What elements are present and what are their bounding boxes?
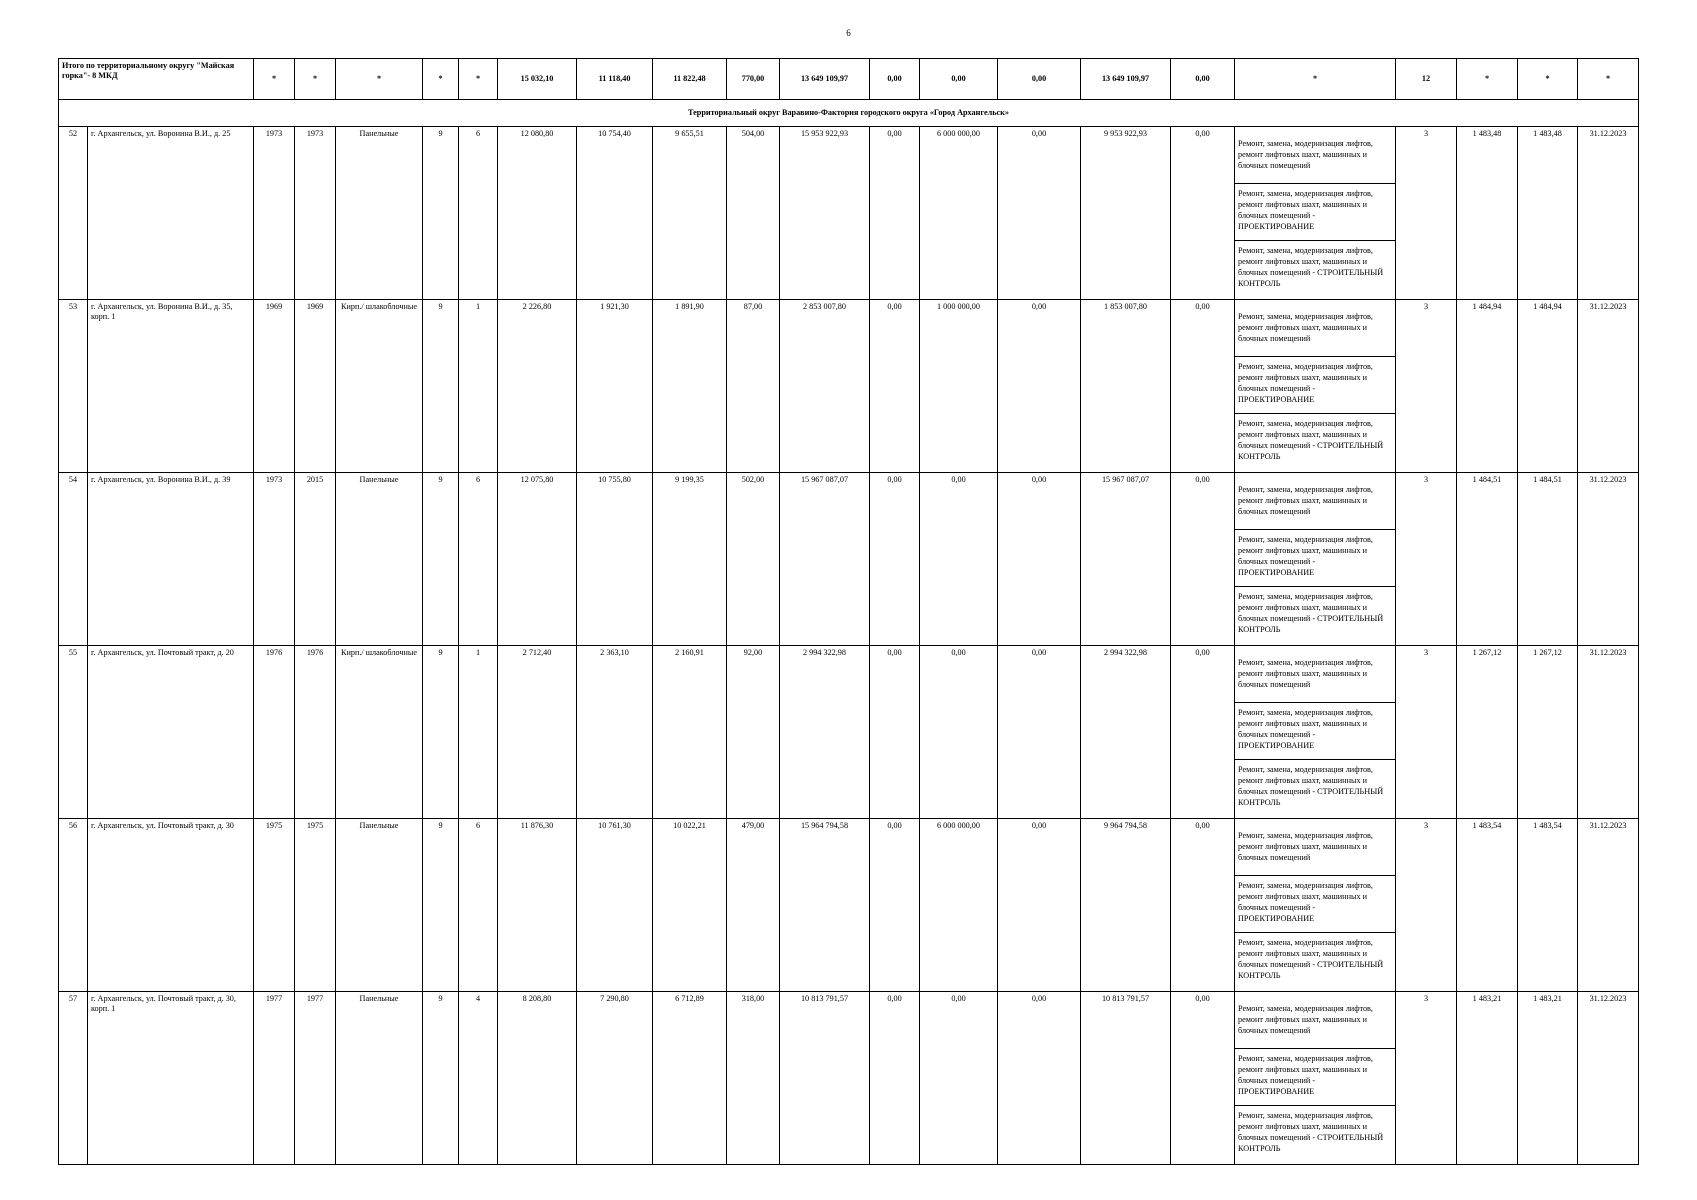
cost-total: 2 994 322,98 <box>780 646 870 819</box>
house-address: г. Архангельск, ул. Почтовый тракт, д. 30, корп. 1 <box>88 992 254 1165</box>
entrances-count: 6 <box>459 819 498 992</box>
total-cell: * <box>1518 59 1578 100</box>
cost-owners: 10 813 791,57 <box>1081 992 1171 1165</box>
works-qty: 3 <box>1396 819 1457 992</box>
floors-count: 9 <box>423 300 459 473</box>
house-number: 53 <box>59 300 88 473</box>
area-residential: 9 199,35 <box>653 473 727 646</box>
unit-cost: 1 267,12 <box>1457 646 1518 819</box>
total-cell: 11 118,40 <box>577 59 653 100</box>
entrances-count: 4 <box>459 992 498 1165</box>
max-unit-cost: 1 267,12 <box>1518 646 1578 819</box>
residents-count: 504,00 <box>727 127 780 300</box>
work-item: Ремонт, замена, модернизация лифтов, ремонт лифтовых шахт, машинных и блочных помещений <box>1235 646 1395 703</box>
table-row <box>59 992 1639 1165</box>
residents-count: 87,00 <box>727 300 780 473</box>
total-cell: * <box>1578 59 1639 100</box>
total-cell: * <box>423 59 459 100</box>
cost-local: 0,00 <box>998 473 1081 646</box>
cost-budget: 6 000 000,00 <box>920 127 998 300</box>
area-living: 10 754,40 <box>577 127 653 300</box>
cost-other: 0,00 <box>1171 646 1235 819</box>
year-renovated: 1973 <box>295 127 336 300</box>
works-list <box>1235 300 1396 473</box>
work-item: Ремонт, замена, модернизация лифтов, ремонт лифтовых шахт, машинных и блочных помещений - ПРОЕКТИРОВАНИЕ <box>1235 703 1395 760</box>
house-number: 52 <box>59 127 88 300</box>
area-total: 11 876,30 <box>498 819 577 992</box>
unit-cost: 1 483,48 <box>1457 127 1518 300</box>
total-cell: 11 822,48 <box>653 59 727 100</box>
cost-total: 15 964 794,58 <box>780 819 870 992</box>
residents-count: 502,00 <box>727 473 780 646</box>
works-qty: 3 <box>1396 127 1457 300</box>
entrances-count: 1 <box>459 646 498 819</box>
area-total: 12 080,80 <box>498 127 577 300</box>
unit-cost: 1 484,94 <box>1457 300 1518 473</box>
unit-cost: 1 483,54 <box>1457 819 1518 992</box>
total-cell: 12 <box>1396 59 1457 100</box>
wall-material: Кирп./ шлакоблочные <box>336 646 423 819</box>
area-living: 10 755,80 <box>577 473 653 646</box>
cost-total: 10 813 791,57 <box>780 992 870 1165</box>
wall-material: Кирп./ шлакоблочные <box>336 300 423 473</box>
cost-fund: 0,00 <box>870 819 920 992</box>
table-row <box>59 300 1639 473</box>
deadline-date: 31.12.2023 <box>1578 473 1639 646</box>
wall-material: Панельные <box>336 127 423 300</box>
cost-owners: 9 953 922,93 <box>1081 127 1171 300</box>
floors-count: 9 <box>423 127 459 300</box>
house-address: г. Архангельск, ул. Почтовый тракт, д. 30 <box>88 819 254 992</box>
work-item: Ремонт, замена, модернизация лифтов, ремонт лифтовых шахт, машинных и блочных помещений - ПРОЕКТИРОВАНИЕ <box>1235 1049 1395 1106</box>
year-built: 1973 <box>254 473 295 646</box>
cost-local: 0,00 <box>998 127 1081 300</box>
unit-cost: 1 483,21 <box>1457 992 1518 1165</box>
area-living: 10 761,30 <box>577 819 653 992</box>
cost-fund: 0,00 <box>870 300 920 473</box>
area-total: 12 075,80 <box>498 473 577 646</box>
max-unit-cost: 1 483,21 <box>1518 992 1578 1165</box>
total-label: Итого по территориальному округу "Майская горка"- 8 МКД <box>59 59 254 100</box>
year-renovated: 1976 <box>295 646 336 819</box>
area-residential: 9 655,51 <box>653 127 727 300</box>
deadline-date: 31.12.2023 <box>1578 300 1639 473</box>
cost-total: 2 853 007,80 <box>780 300 870 473</box>
cost-budget: 0,00 <box>920 646 998 819</box>
area-total: 2 226,80 <box>498 300 577 473</box>
works-list <box>1235 819 1396 992</box>
cost-total: 15 953 922,93 <box>780 127 870 300</box>
house-address: г. Архангельск, ул. Воронина В.И., д. 35, корп. 1 <box>88 300 254 473</box>
works-list <box>1235 646 1396 819</box>
works-qty: 3 <box>1396 992 1457 1165</box>
total-row <box>59 59 1639 100</box>
year-built: 1977 <box>254 992 295 1165</box>
wall-material: Панельные <box>336 473 423 646</box>
house-address: г. Архангельск, ул. Воронина В.И., д. 39 <box>88 473 254 646</box>
year-built: 1975 <box>254 819 295 992</box>
floors-count: 9 <box>423 473 459 646</box>
cost-total: 15 967 087,07 <box>780 473 870 646</box>
deadline-date: 31.12.2023 <box>1578 127 1639 300</box>
table-row <box>59 819 1639 992</box>
cost-budget: 0,00 <box>920 473 998 646</box>
house-address: г. Архангельск, ул. Почтовый тракт, д. 20 <box>88 646 254 819</box>
deadline-date: 31.12.2023 <box>1578 819 1639 992</box>
work-item: Ремонт, замена, модернизация лифтов, ремонт лифтовых шахт, машинных и блочных помещений <box>1235 473 1395 530</box>
year-renovated: 2015 <box>295 473 336 646</box>
year-renovated: 1977 <box>295 992 336 1165</box>
year-renovated: 1969 <box>295 300 336 473</box>
works-qty: 3 <box>1396 473 1457 646</box>
area-living: 7 290,80 <box>577 992 653 1165</box>
floors-count: 9 <box>423 646 459 819</box>
work-item: Ремонт, замена, модернизация лифтов, ремонт лифтовых шахт, машинных и блочных помещений - СТРОИТЕЛЬНЫЙ КОНТРОЛЬ <box>1238 1111 1384 1153</box>
works-qty: 3 <box>1396 300 1457 473</box>
cost-fund: 0,00 <box>870 473 920 646</box>
total-cell: 0,00 <box>998 59 1081 100</box>
capital-repair-table <box>58 58 1639 1165</box>
total-cell: 13 649 109,97 <box>780 59 870 100</box>
total-cell: * <box>1235 59 1396 100</box>
table-row <box>59 473 1639 646</box>
district-header: Территориальный округ Варавино-Фактория городского округа «Город Архангельск» <box>59 100 1639 127</box>
cost-other: 0,00 <box>1171 819 1235 992</box>
house-address: г. Архангельск, ул. Воронина В.И., д. 25 <box>88 127 254 300</box>
total-cell: 770,00 <box>727 59 780 100</box>
deadline-date: 31.12.2023 <box>1578 992 1639 1165</box>
max-unit-cost: 1 483,54 <box>1518 819 1578 992</box>
cost-owners: 2 994 322,98 <box>1081 646 1171 819</box>
work-item: Ремонт, замена, модернизация лифтов, ремонт лифтовых шахт, машинных и блочных помещений - ПРОЕКТИРОВАНИЕ <box>1235 876 1395 933</box>
district-header-row <box>59 100 1639 127</box>
area-living: 2 363,10 <box>577 646 653 819</box>
entrances-count: 6 <box>459 127 498 300</box>
cost-budget: 1 000 000,00 <box>920 300 998 473</box>
year-built: 1969 <box>254 300 295 473</box>
work-item: Ремонт, замена, модернизация лифтов, ремонт лифтовых шахт, машинных и блочных помещений - СТРОИТЕЛЬНЫЙ КОНТРОЛЬ <box>1238 246 1384 288</box>
year-built: 1976 <box>254 646 295 819</box>
year-built: 1973 <box>254 127 295 300</box>
cost-other: 0,00 <box>1171 127 1235 300</box>
work-item: Ремонт, замена, модернизация лифтов, ремонт лифтовых шахт, машинных и блочных помещений - СТРОИТЕЛЬНЫЙ КОНТРОЛЬ <box>1238 765 1384 807</box>
cost-budget: 6 000 000,00 <box>920 819 998 992</box>
total-cell: * <box>336 59 423 100</box>
work-item: Ремонт, замена, модернизация лифтов, ремонт лифтовых шахт, машинных и блочных помещений - ПРОЕКТИРОВАНИЕ <box>1235 184 1395 241</box>
total-cell: 0,00 <box>920 59 998 100</box>
cost-owners: 15 967 087,07 <box>1081 473 1171 646</box>
total-cell: 0,00 <box>870 59 920 100</box>
work-item: Ремонт, замена, модернизация лифтов, ремонт лифтовых шахт, машинных и блочных помещений <box>1235 819 1395 876</box>
works-list <box>1235 992 1396 1165</box>
page-number: 6 <box>846 28 851 38</box>
work-item: Ремонт, замена, модернизация лифтов, ремонт лифтовых шахт, машинных и блочных помещений - ПРОЕКТИРОВАНИЕ <box>1235 357 1395 414</box>
area-residential: 1 891,90 <box>653 300 727 473</box>
residents-count: 92,00 <box>727 646 780 819</box>
cost-other: 0,00 <box>1171 992 1235 1165</box>
entrances-count: 1 <box>459 300 498 473</box>
table-row <box>59 646 1639 819</box>
total-cell: * <box>459 59 498 100</box>
wall-material: Панельные <box>336 992 423 1165</box>
works-list <box>1235 127 1396 300</box>
works-qty: 3 <box>1396 646 1457 819</box>
cost-local: 0,00 <box>998 646 1081 819</box>
deadline-date: 31.12.2023 <box>1578 646 1639 819</box>
area-residential: 2 160,91 <box>653 646 727 819</box>
max-unit-cost: 1 483,48 <box>1518 127 1578 300</box>
cost-local: 0,00 <box>998 300 1081 473</box>
cost-owners: 1 853 007,80 <box>1081 300 1171 473</box>
work-item: Ремонт, замена, модернизация лифтов, ремонт лифтовых шахт, машинных и блочных помещений - СТРОИТЕЛЬНЫЙ КОНТРОЛЬ <box>1238 592 1384 634</box>
total-cell: 15 032,10 <box>498 59 577 100</box>
floors-count: 9 <box>423 819 459 992</box>
unit-cost: 1 484,51 <box>1457 473 1518 646</box>
total-cell: 13 649 109,97 <box>1081 59 1171 100</box>
work-item: Ремонт, замена, модернизация лифтов, ремонт лифтовых шахт, машинных и блочных помещений - ПРОЕКТИРОВАНИЕ <box>1235 530 1395 587</box>
cost-other: 0,00 <box>1171 300 1235 473</box>
area-residential: 10 022,21 <box>653 819 727 992</box>
total-cell: 0,00 <box>1171 59 1235 100</box>
works-list <box>1235 473 1396 646</box>
cost-other: 0,00 <box>1171 473 1235 646</box>
residents-count: 318,00 <box>727 992 780 1165</box>
work-item: Ремонт, замена, модернизация лифтов, ремонт лифтовых шахт, машинных и блочных помещений <box>1235 300 1395 357</box>
cost-local: 0,00 <box>998 992 1081 1165</box>
cost-fund: 0,00 <box>870 992 920 1165</box>
work-item: Ремонт, замена, модернизация лифтов, ремонт лифтовых шахт, машинных и блочных помещений - СТРОИТЕЛЬНЫЙ КОНТРОЛЬ <box>1238 419 1384 461</box>
area-living: 1 921,30 <box>577 300 653 473</box>
total-cell: * <box>295 59 336 100</box>
work-item: Ремонт, замена, модернизация лифтов, ремонт лифтовых шахт, машинных и блочных помещений <box>1235 992 1395 1049</box>
cost-local: 0,00 <box>998 819 1081 992</box>
cost-fund: 0,00 <box>870 646 920 819</box>
max-unit-cost: 1 484,51 <box>1518 473 1578 646</box>
floors-count: 9 <box>423 992 459 1165</box>
cost-budget: 0,00 <box>920 992 998 1165</box>
area-total: 8 208,80 <box>498 992 577 1165</box>
house-number: 56 <box>59 819 88 992</box>
entrances-count: 6 <box>459 473 498 646</box>
house-number: 55 <box>59 646 88 819</box>
house-number: 54 <box>59 473 88 646</box>
total-cell: * <box>254 59 295 100</box>
work-item: Ремонт, замена, модернизация лифтов, ремонт лифтовых шахт, машинных и блочных помещений - СТРОИТЕЛЬНЫЙ КОНТРОЛЬ <box>1238 938 1384 980</box>
table-row <box>59 127 1639 300</box>
area-total: 2 712,40 <box>498 646 577 819</box>
residents-count: 479,00 <box>727 819 780 992</box>
cost-owners: 9 964 794,58 <box>1081 819 1171 992</box>
max-unit-cost: 1 484,94 <box>1518 300 1578 473</box>
house-number: 57 <box>59 992 88 1165</box>
area-residential: 6 712,89 <box>653 992 727 1165</box>
year-renovated: 1975 <box>295 819 336 992</box>
cost-fund: 0,00 <box>870 127 920 300</box>
total-cell: * <box>1457 59 1518 100</box>
work-item: Ремонт, замена, модернизация лифтов, ремонт лифтовых шахт, машинных и блочных помещений <box>1235 127 1395 184</box>
wall-material: Панельные <box>336 819 423 992</box>
